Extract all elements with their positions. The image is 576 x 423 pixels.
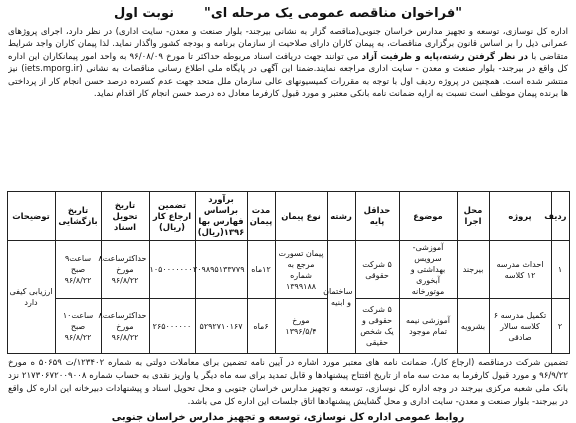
col-min-grade: حداقل پایه <box>355 192 399 241</box>
cell-subject: آموزشی نیمه تمام موجود <box>399 299 457 354</box>
col-notes: توضیحات <box>7 192 55 241</box>
intro-paragraph <box>8 26 568 191</box>
cell-min-grade: ۵ شرکت حقوقی <box>355 241 399 299</box>
col-duration: مدت پیمان <box>247 192 275 241</box>
col-opening-date: تاریخ بازگشایی <box>55 192 101 241</box>
col-field: رشته <box>327 192 355 241</box>
cell-contract-type: مورخ ۱۳۹۶/۵/۴ <box>275 299 327 354</box>
col-row-number: ردیف <box>551 192 569 241</box>
footer-paragraph: تضمین شرکت درمناقصه (ارجاع کار)، ضمانت نامه های معتبر مورد اشاره در آیین نامه تضمین برای معاملات دولتی به شماره ۱۲۳۴۰۲/ت ۵۰۶۵۹ ه مورخ ۹۶/۹/۲۲ و مورد قبول کارفرما به مدت سه ماه از تاریخ افتتاح پیشنهادها و قابل تمدید برای سه ماه دیگر یا واریز نقدی به حساب شماره ۲۱۷۳۰۶۷۲۰۰۹۰۰۸ نزد بانک ملی شعبه مرکزی بیرجند در وجه اداره کل نوسازی، توسعه و تجهیز مدارس خراسان جنوبی و محل تحویل اسناد و پیشنهادات دبیرخانه این اداره کل واقع در بیرجند- بلوار صنعت و معدن- سایت اداری و محل گشایش پیشنهادها اتاق جلسات این اداره کل می باشد. <box>8 358 569 407</box>
round-label: نوبت اول <box>114 5 175 21</box>
col-contract-type: نوع پیمان <box>275 192 327 241</box>
cell-duration: ۶ماه <box>247 299 275 354</box>
cell-guarantee: ۱۰۵۰۰۰۰۰۰۰ <box>149 241 195 299</box>
cell-field: ساختمان و ابنیه <box>327 241 355 354</box>
cell-guarantee: ۲۶۵۰۰۰۰۰۰ <box>149 299 195 354</box>
cell-delivery-date: حداکثرساعت۸ مورخ ۹۶/۸/۲۲ <box>101 299 149 354</box>
cell-delivery-date: حداکثرساعت۸ مورخ ۹۶/۸/۲۲ <box>101 241 149 299</box>
col-guarantee: تضمین ارجاع کار (ریال) <box>149 192 195 241</box>
col-estimate: برآورد براساس فهارس بها ۱۳۹۶(ریال) <box>195 192 247 241</box>
col-project: پروژه <box>489 192 551 241</box>
cell-min-grade: ۵ شرکت حقوقی و یک شخص حقیقی <box>355 299 399 354</box>
announcement-title: "فراخوان مناقصه عمومی یک مرحله ای" <box>204 5 462 21</box>
intro-text-1: اداره کل نوسازی، توسعه و تجهیز مدارس خراسان جنوبی(مناقصه گزار به نشانی بیرجند- بلوار صنعت و معدن- سایت اداری) در نظر دارد، اجرای پروژهای عمرانی ذیل را بر اساس قانون برگزاری مناقصات، به پیمان کاران دارای صلاحیت از سازمان برنامه و بودجه کشور واگذار نماید. لذا پیمان کاران واجد شرایط متقاضی با <box>8 27 568 62</box>
cell-subject: آموزشی- سرویس بهداشتی و آبخوری موتورخانه <box>399 241 457 299</box>
table-header-row <box>7 192 569 241</box>
cell-row-number: ۱ <box>551 241 569 299</box>
cell-row-number: ۲ <box>551 299 569 354</box>
title-row <box>6 2 570 24</box>
col-delivery-date: تاریخ تحویل اسناد <box>101 192 149 241</box>
projects-table <box>7 191 570 354</box>
cell-estimate: ۵۲۹۲۷۱۰۱۶۷ <box>195 299 247 354</box>
cell-location: بیرجند <box>457 241 489 299</box>
cell-location: بشرویه <box>457 299 489 354</box>
cell-opening-date: ساعت۱۰ صبح ۹۶/۸/۲۲ <box>55 299 101 354</box>
col-subject: موضوع <box>399 192 457 241</box>
table-row <box>7 299 569 354</box>
cell-duration: ۱۲ماه <box>247 241 275 299</box>
cell-project: تکمیل مدرسه ۶ کلاسه سالار صادقی <box>489 299 551 354</box>
col-location: محل اجرا <box>457 192 489 241</box>
intro-text-2: می توانند جهت دریافت اسناد مربوطه حداکثر تا مورخ ۹۶/۰۸/۰۹ به واحد امور پیمانکاران این اداره کل واقع در بیرجند- بلوار صنعت و معدن - سایت اداری مراجعه نمایند.ضمنا این آگهی در پایگاه ملی اطلاع رسانی مناقصات به نشانی (iets.mporg.ir) نیز منتشر شده است. همچنین در پروژه ردیف اول با توجه به مقررات کمیسیونهای عالی سازمان ملل متحد جهت عدم کسرده درصد حسن انجام کار از پرداختی ها برنده پیمان موظف است نسبت به ارایه ضمانت نامه بانکی معتبر و مورد قبول کارفرما معادل ده درصد حسن انجام کار اقدام نماید. <box>8 51 568 100</box>
cell-opening-date: ساعت۹ صبح ۹۶/۸/۲۲ <box>55 241 101 299</box>
cell-notes: ارزیابی کیفی دارد <box>7 241 55 354</box>
cell-project: احداث مدرسه ۱۲ کلاسه <box>489 241 551 299</box>
intro-bold-text: در نظر گرفتن رشته،پایه و ظرفیت آزاد <box>361 51 529 62</box>
cell-estimate: ۲۰۹۸۹۵۱۳۳۷۷۹ <box>195 241 247 299</box>
table-row <box>7 241 569 299</box>
signature: روابط عمومی اداره کل نوسازی، توسعه و تجهیز مدارس خراسان جنوبی <box>111 412 465 423</box>
cell-contract-type: پیمان تسورت مرجع به شماره ۱۳۹۹۱۸۸ <box>275 241 327 299</box>
